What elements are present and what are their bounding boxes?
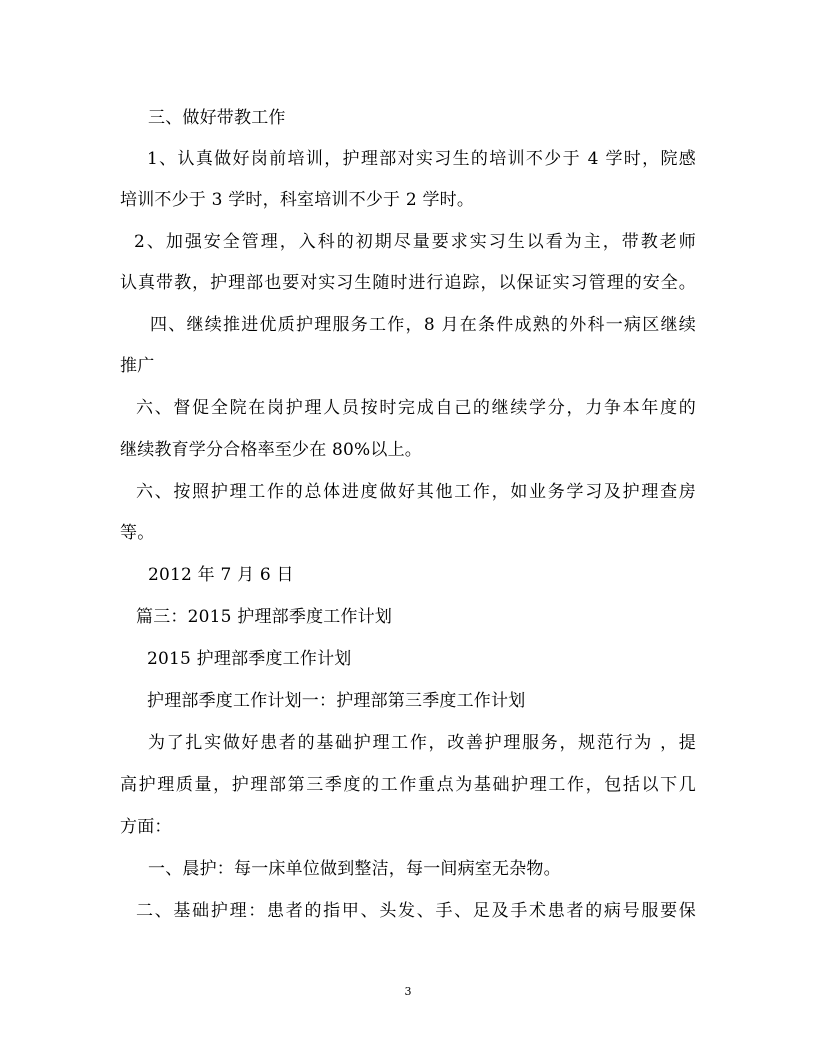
page-number: 3 bbox=[404, 985, 412, 998]
paragraph-line: 等。 bbox=[120, 523, 155, 543]
paragraph-line: 认真带教，护理部也要对实习生随时进行追踪，以保证实习管理的安全。 bbox=[120, 273, 696, 293]
date-line: 2012 年 7 月 6 日 bbox=[148, 565, 294, 585]
section-heading-teaching: 三、做好带教工作 bbox=[148, 108, 286, 128]
paragraph-line: 培训不少于 3 学时，科室培训不少于 2 学时。 bbox=[120, 190, 475, 210]
paragraph-line: 四、继续推进优质护理服务工作，8 月在条件成熟的外科一病区继续 bbox=[150, 315, 696, 335]
paragraph-line: 继续教育学分合格率至少在 80%以上。 bbox=[120, 440, 422, 460]
paragraph-line: 方面： bbox=[120, 817, 172, 837]
paragraph-line: 推广 bbox=[120, 356, 155, 376]
subtitle-line: 护理部季度工作计划一：护理部第三季度工作计划 bbox=[147, 691, 526, 711]
document-title: 2015 护理部季度工作计划 bbox=[147, 649, 352, 669]
chapter-heading: 篇三：2015 护理部季度工作计划 bbox=[136, 607, 393, 627]
paragraph-line: 高护理质量，护理部第三季度的工作重点为基础护理工作，包括以下几 bbox=[120, 775, 696, 795]
paragraph-line: 2、加强安全管理，入科的初期尽量要求实习生以看为主，带教老师 bbox=[134, 232, 696, 252]
paragraph-line: 一、晨护：每一床单位做到整洁，每一间病室无杂物。 bbox=[148, 859, 561, 879]
paragraph-line: 二、基础护理：患者的指甲、头发、手、足及手术患者的病号服要保 bbox=[136, 901, 696, 921]
paragraph-line: 六、按照护理工作的总体进度做好其他工作，如业务学习及护理查房 bbox=[136, 482, 696, 502]
paragraph-line: 为了扎实做好患者的基础护理工作，改善护理服务，规范行为 ，提 bbox=[148, 733, 696, 753]
paragraph-line: 六、督促全院在岗护理人员按时完成自己的继续学分，力争本年度的 bbox=[136, 398, 696, 418]
paragraph-line: 1、认真做好岗前培训，护理部对实习生的培训不少于 4 学时，院感 bbox=[147, 149, 696, 169]
